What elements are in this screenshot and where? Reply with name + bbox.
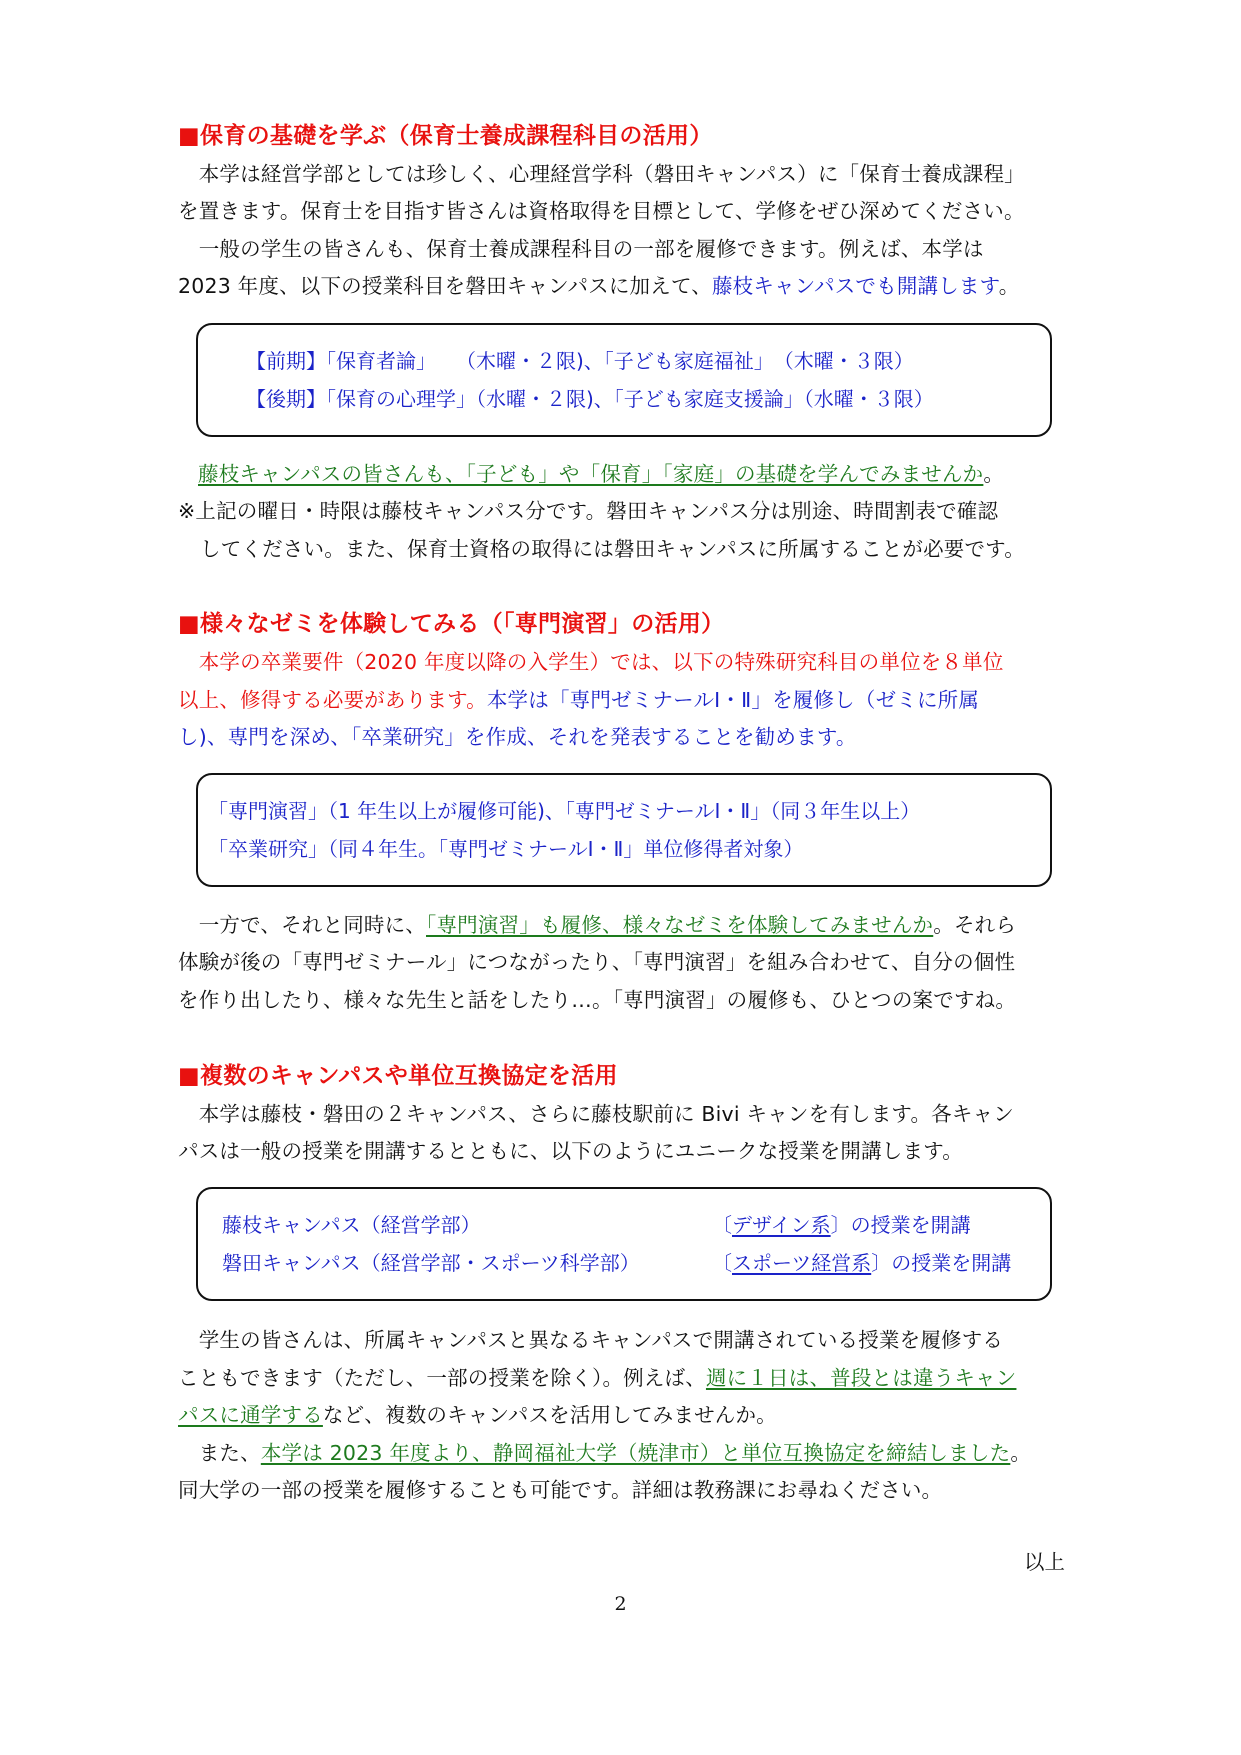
- invitation-text: 「専門演習」も履修、様々なゼミを体験してみませんか: [426, 913, 934, 937]
- invitation-line: [198, 460, 1088, 488]
- bracket-open: 〔: [712, 1251, 732, 1275]
- page-number: 2: [614, 1593, 627, 1615]
- paragraph-line: [178, 272, 1068, 300]
- requirement-text: 以上、修得する必要があります。: [178, 688, 487, 712]
- text-span: 。: [1010, 1441, 1032, 1465]
- paragraph-line: 本学の卒業要件（2020 年度以降の入学生）では、以下の特殊研究科目の単位を８単位: [178, 650, 1004, 674]
- paragraph-line: [178, 1401, 1068, 1429]
- invitation-text: 週に１日は、普段とは違うキャン: [705, 1366, 1017, 1390]
- courses-text: 〕の授業を開講: [871, 1251, 1012, 1275]
- recommendation-text: 本学は「専門ゼミナールⅠ・Ⅱ」を履修し（ゼミに所属: [486, 688, 980, 712]
- note-line: ※上記の曜日・時限は藤枝キャンパス分です。磐田キャンパス分は別途、時間割表で確認: [178, 499, 999, 523]
- invitation-text: パスに通学する: [178, 1403, 323, 1427]
- paragraph-line: 本学は経営学部としては珍しく、心理経営学科（磐田キャンパス）に「保育士養成課程」: [178, 162, 1025, 186]
- campus-box: [196, 1187, 1052, 1301]
- paragraph-line: [178, 1364, 1068, 1392]
- paragraph-line: パスは一般の授業を開講するとともに、以下のようにユニークな授業を開講します。: [178, 1139, 963, 1163]
- paragraph-line: し)、専門を深め、「卒業研究」を作成、それを発表することを勧めます。: [178, 725, 857, 749]
- paragraph-line: 一般の学生の皆さんも、保育士養成課程科目の一部を履修できます。例えば、本学は: [178, 237, 984, 261]
- campus-fujieda: 藤枝キャンパス（経営学部）: [222, 1213, 481, 1237]
- course-line-graduation: 「卒業研究」（同４年生。「専門ゼミナールⅠ・Ⅱ」単位修得者対象）: [208, 837, 804, 861]
- closing-text: 以上: [1024, 1550, 1065, 1574]
- campus-iwata: 磐田キャンパス（経営学部・スポーツ科学部）: [222, 1251, 640, 1275]
- highlight-text: 藤枝キャンパスでも開講します: [711, 274, 999, 298]
- section-heading-seminar: ■様々なゼミを体験してみる（「専門演習」の活用）: [178, 611, 725, 637]
- text-span: など、複数のキャンパスを活用してみませんか。: [322, 1403, 777, 1427]
- course-line-second-term: 【後期】「保育の心理学」（水曜・２限)、「子ども家庭支援論」（水曜・３限）: [246, 387, 934, 411]
- campus-iwata-courses: [712, 1249, 1011, 1277]
- section-heading-campus: ■複数のキャンパスや単位互換協定を活用: [178, 1063, 618, 1089]
- paragraph-line: [178, 911, 1068, 939]
- text-span: 。: [983, 462, 1005, 486]
- sports-management-link: スポーツ経営系: [732, 1251, 872, 1275]
- text-span: 。それら: [933, 913, 1017, 937]
- campus-fujieda-courses: [712, 1211, 971, 1239]
- course-line-first-term: 【前期】「保育者論」 （木曜・２限)、「子ども家庭福祉」 （木曜・３限）: [246, 349, 914, 373]
- paragraph-line: [178, 1439, 1068, 1467]
- section-heading-childcare: ■保育の基礎を学ぶ（保育士養成課程科目の活用）: [178, 123, 713, 149]
- course-box-childcare: [196, 323, 1052, 437]
- paragraph-line: [178, 686, 1068, 714]
- note-line: してください。また、保育士資格の取得には磐田キャンパスに所属することが必要です。: [200, 537, 1025, 561]
- agreement-text: 本学は 2023 年度より、静岡福祉大学（焼津市）と単位互換協定を締結しました: [260, 1441, 1011, 1465]
- invitation-text: 藤枝キャンパスの皆さんも、「子ども」や「保育」「家庭」の基礎を学んでみませんか: [198, 462, 984, 486]
- text-span: こともできます（ただし、一部の授業を除く）。例えば、: [178, 1366, 706, 1390]
- course-line-seminar: 「専門演習」（1 年生以上が履修可能)、「専門ゼミナールⅠ・Ⅱ」（同３年生以上）: [208, 799, 921, 823]
- paragraph-line: を作り出したり、様々な先生と話をしたり…。「専門演習」の履修も、ひとつの案ですね。: [178, 988, 1017, 1012]
- paragraph-line: 本学は藤枝・磐田の２キャンパス、さらに藤枝駅前に Bivi キャンを有します。各キャン: [178, 1102, 1014, 1126]
- paragraph-line: 同大学の一部の授業を履修することも可能です。詳細は教務課にお尋ねください。: [178, 1478, 943, 1502]
- paragraph-line: 体験が後の「専門ゼミナール」につながったり、「専門演習」を組み合わせて、自分の個性: [178, 950, 1016, 974]
- text-span: 。: [998, 274, 1020, 298]
- bracket-open: 〔: [712, 1213, 732, 1237]
- course-box-seminar: [196, 773, 1052, 887]
- courses-text: 〕の授業を開講: [830, 1213, 971, 1237]
- text-span: 2023 年度、以下の授業科目を磐田キャンパスに加えて、: [178, 274, 712, 298]
- paragraph-line: を置きます。保育士を目指す皆さんは資格取得を目標として、学修をぜひ深めてください。: [178, 199, 1025, 223]
- text-span: また、: [178, 1441, 261, 1465]
- design-link: デザイン系: [732, 1213, 831, 1237]
- paragraph-line: 学生の皆さんは、所属キャンパスと異なるキャンパスで開講されている授業を履修する: [178, 1328, 1004, 1352]
- text-span: 一方で、それと同時に、: [178, 913, 426, 937]
